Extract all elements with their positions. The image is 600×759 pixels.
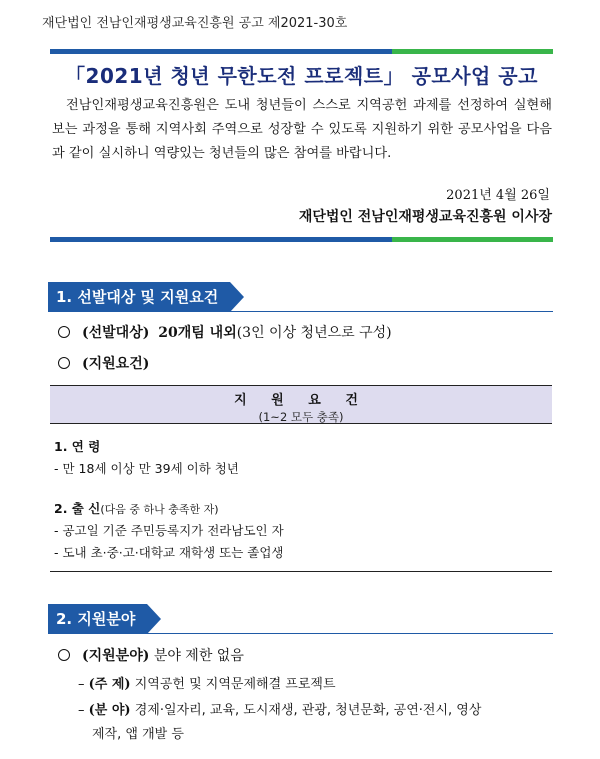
origin-note: (다음 중 하나 충족한 자) <box>100 503 219 516</box>
heading-arrow-shape <box>230 282 244 312</box>
requirement-table-header <box>50 385 552 424</box>
section-2-underline <box>48 633 553 634</box>
intro-paragraph: 전남인재평생교육진흥원은 도내 청년들이 스스로 지역공헌 과제를 선정하여 실현해보는 과정을 통해 지역사회 주역으로 성장할 수 있도록 지원하기 위한 공모사업을 다음과 같이 실시하니 역량있는 청년들의 많은 참여를 바랍니다. <box>52 98 552 161</box>
topic-row: – (주 제) 지역공헌 및 지역문제해결 프로젝트 <box>78 677 336 692</box>
notice-number: 재단법인 전남인재평생교육진흥원 공고 제2021-30호 <box>42 16 348 31</box>
circle-bullet-icon <box>58 326 70 338</box>
section-2-heading <box>48 604 161 634</box>
circle-bullet-icon <box>58 357 70 369</box>
notice-date: 2021년 4월 26일 <box>446 188 550 203</box>
field-bullet <box>58 646 244 666</box>
field-value: 분야 제한 없음 <box>153 648 244 664</box>
topic-value: 지역공헌 및 지역문제해결 프로젝트 <box>134 677 336 692</box>
top-divider-bar <box>50 49 553 54</box>
area-label: (분 야) <box>88 703 131 718</box>
requirement-table-title: 지 원 요 건 <box>234 393 368 408</box>
age-item: - 만 18세 이상 만 39세 이하 청년 <box>54 461 239 476</box>
section-1-heading <box>48 282 244 312</box>
area-value-line-1: 경제·일자리, 교육, 도시재생, 관광, 청년문화, 공연·전시, 영상 <box>134 703 482 718</box>
area-row: – (분 야) 경제·일자리, 교육, 도시재생, 관광, 청년문화, 공연·전시, 영상 <box>78 703 482 718</box>
age-heading: 1. 연 령 <box>54 439 101 454</box>
origin-item: - 공고일 기준 주민등록지가 전라남도인 자 <box>54 523 284 538</box>
section-1-heading-label: 1. 선발대상 및 지원요건 <box>48 282 230 312</box>
section-1-underline <box>48 311 553 312</box>
heading-arrow-shape <box>147 604 161 634</box>
requirement-table-subtitle: (1~2 모두 충족) <box>258 410 344 424</box>
issuer-name: 재단법인 전남인재평생교육진흥원 이사장 <box>298 209 552 225</box>
target-note: (3인 이상 청년으로 구성) <box>236 325 392 341</box>
requirement-table-bottom-border <box>50 571 552 572</box>
area-value-line-2: 제작, 앱 개발 등 <box>92 727 184 742</box>
origin-heading: 2. 출 신 <box>54 501 101 516</box>
requirement-bullet <box>58 354 149 374</box>
document-title: 「2021년 청년 무한도전 프로젝트」 공모사업 공고 <box>65 64 538 88</box>
requirement-label: (지원요건) <box>82 356 150 372</box>
topic-label: (주 제) <box>88 677 131 692</box>
target-value: 20개팀 내외 <box>158 325 237 341</box>
field-label: (지원분야) <box>82 648 150 664</box>
origin-item: - 도내 초·중·고·대학교 재학생 또는 졸업생 <box>54 545 284 560</box>
bottom-divider-bar <box>50 237 553 242</box>
section-2-heading-label: 2. 지원분야 <box>48 604 147 634</box>
target-bullet <box>58 323 392 343</box>
target-label: (선발대상) <box>82 325 150 341</box>
circle-bullet-icon <box>58 649 70 661</box>
origin-heading-row <box>54 500 219 519</box>
